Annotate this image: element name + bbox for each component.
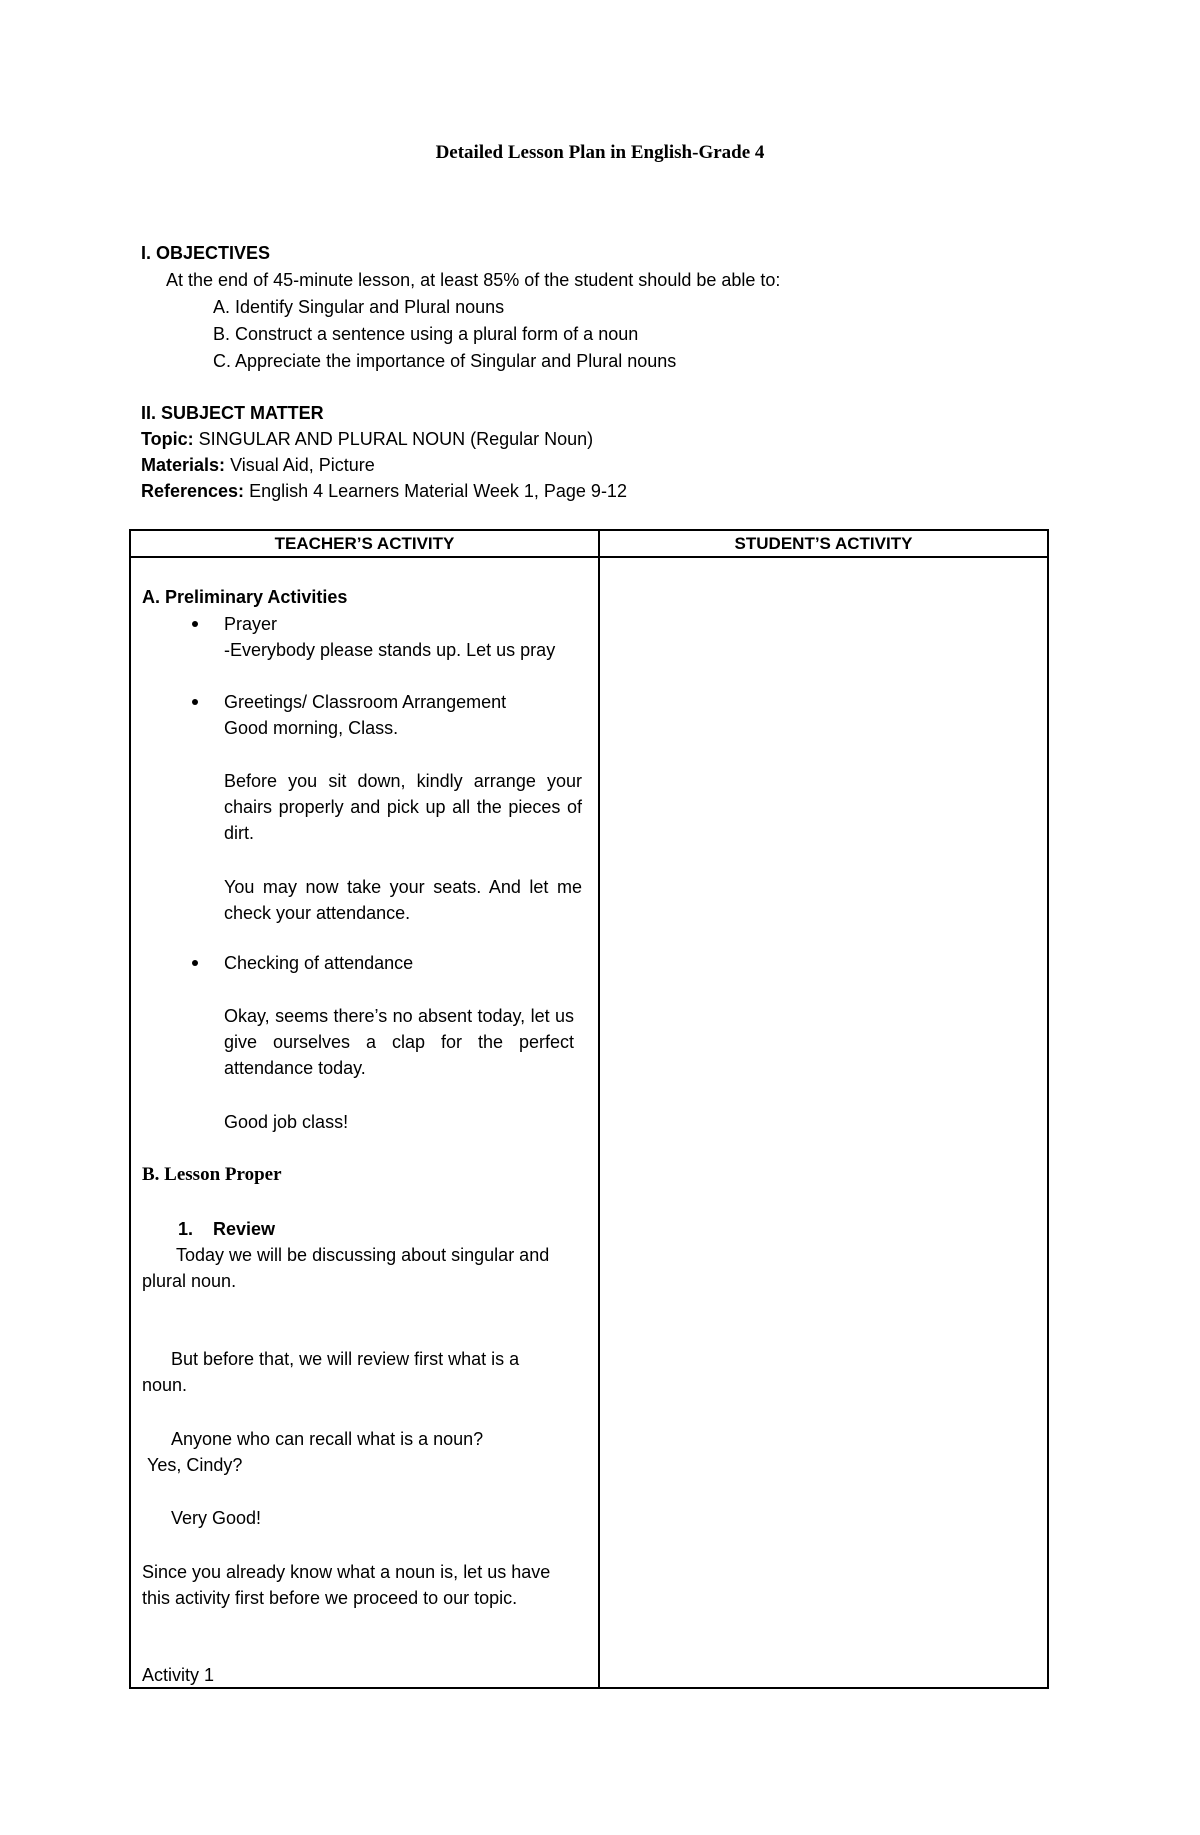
table-header-row <box>131 531 1047 558</box>
objectives-intro: At the end of 45-minute lesson, at least 85% of the student should be able to: <box>166 270 781 290</box>
topic-value: SINGULAR AND PLURAL NOUN (Regular Noun) <box>198 429 594 449</box>
very-good-text: Very Good! <box>171 1508 262 1528</box>
materials-label: Materials: <box>141 455 226 475</box>
good-job-text: Good job class! <box>224 1112 349 1132</box>
objective-item: B. Construct a sentence using a plural form of a noun <box>213 324 639 344</box>
references-label: References: <box>141 481 245 501</box>
references-value: English 4 Learners Material Week 1, Page 9-12 <box>249 481 627 501</box>
attendance-label: Checking of attendance <box>224 953 414 973</box>
materials-value: Visual Aid, Picture <box>230 455 375 475</box>
review-label: Review <box>213 1219 276 1239</box>
objective-item: A. Identify Singular and Plural nouns <box>213 297 505 317</box>
since-text-line-2: this activity first before we proceed to our topic. <box>142 1588 518 1608</box>
before-text-line-1: But before that, we will review first what is a <box>171 1349 520 1369</box>
review-text-line-2: plural noun. <box>142 1271 237 1291</box>
objectives-heading: I. OBJECTIVES <box>141 243 271 263</box>
topic-label: Topic: <box>141 429 194 449</box>
preliminary-heading: A. Preliminary Activities <box>142 587 348 607</box>
review-number: 1. <box>178 1219 194 1239</box>
page-title: Detailed Lesson Plan in English-Grade 4 <box>435 142 765 163</box>
since-text-line-1: Since you already know what a noun is, let us have <box>142 1562 551 1582</box>
attendance-text: Okay, seems there’s no absent today, let us give ourselves a clap for the perfect attendance today. <box>224 1006 574 1078</box>
topic-line <box>141 426 593 452</box>
review-text-line-1: Today we will be discussing about singular and <box>176 1245 550 1265</box>
lesson-proper-heading: B. Lesson Proper <box>142 1164 282 1185</box>
seats-text: You may now take your seats. And let me check your attendance. <box>224 877 582 923</box>
teacher-activity-header: TEACHER’S ACTIVITY <box>274 534 455 553</box>
references-line <box>141 478 627 504</box>
yes-cindy-text: Yes, Cindy? <box>147 1455 243 1475</box>
column-divider <box>598 531 600 1687</box>
greetings-label: Greetings/ Classroom Arrangement <box>224 692 507 712</box>
subject-matter-heading: II. SUBJECT MATTER <box>141 403 324 423</box>
greetings-text: Good morning, Class. <box>224 718 399 738</box>
activity-table <box>129 529 1049 1689</box>
bullet-icon <box>192 699 198 705</box>
bullet-icon <box>192 621 198 627</box>
prayer-text: -Everybody please stands up. Let us pray <box>224 640 556 660</box>
arrange-text: Before you sit down, kindly arrange your chairs properly and pick up all the pieces of dirt. <box>224 771 582 843</box>
student-activity-header: STUDENT’S ACTIVITY <box>734 534 913 553</box>
prayer-label: Prayer <box>224 614 278 634</box>
recall-question: Anyone who can recall what is a noun? <box>171 1429 484 1449</box>
bullet-icon <box>192 960 198 966</box>
before-text-line-2: noun. <box>142 1375 188 1395</box>
materials-line <box>141 452 375 478</box>
objective-item: C. Appreciate the importance of Singular and Plural nouns <box>213 351 677 371</box>
activity-1-label: Activity 1 <box>142 1665 215 1685</box>
